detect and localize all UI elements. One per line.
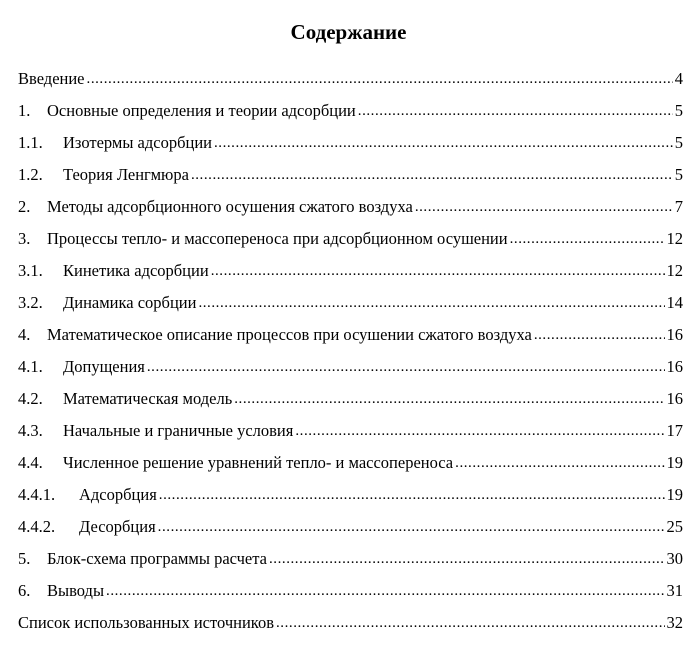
toc-entry[interactable]	[18, 98, 683, 130]
toc-entry[interactable]	[18, 514, 683, 546]
toc-dot-leader	[214, 129, 673, 156]
toc-entry-title[interactable]: Десорбция	[79, 517, 156, 536]
toc-entry[interactable]	[18, 546, 683, 578]
toc-entry-title[interactable]: Математическое описание процессов при осушении сжатого воздуха	[47, 325, 532, 344]
toc-entry-page-number[interactable]: 30	[666, 549, 683, 568]
toc-entry-number: 4.1.	[18, 357, 43, 376]
toc-entry-title[interactable]: Начальные и граничные условия	[63, 421, 294, 440]
toc-dot-leader	[455, 449, 664, 476]
toc-entry[interactable]	[18, 578, 683, 610]
toc-entry-title[interactable]: Список использованных источников	[18, 613, 274, 632]
toc-entry[interactable]	[18, 130, 683, 162]
toc-entry-page-number[interactable]: 12	[666, 261, 683, 280]
toc-entry-page-number[interactable]: 19	[666, 485, 683, 504]
toc-entry-title[interactable]: Введение	[18, 69, 85, 88]
toc-entry-page-number[interactable]: 14	[666, 293, 683, 312]
toc-entry-number: 1.1.	[18, 133, 43, 152]
toc-entry-page-number[interactable]: 25	[666, 517, 683, 536]
toc-dot-leader	[191, 161, 673, 188]
toc-dot-leader	[87, 65, 673, 92]
toc-dot-leader	[198, 289, 664, 316]
toc-dot-leader	[276, 609, 665, 636]
toc-entry-number: 4.3.	[18, 421, 43, 440]
toc-entry[interactable]	[18, 226, 683, 258]
toc-entry[interactable]	[18, 386, 683, 418]
toc-entry[interactable]	[18, 418, 683, 450]
table-of-contents	[18, 66, 683, 642]
toc-entry-number: 2.	[18, 197, 31, 216]
toc-dot-leader	[147, 353, 665, 380]
toc-entry-number: 3.1.	[18, 261, 43, 280]
toc-entry-page-number[interactable]: 4	[674, 69, 683, 88]
toc-entry[interactable]	[18, 450, 683, 482]
toc-entry-page-number[interactable]: 5	[674, 133, 683, 152]
toc-entry[interactable]	[18, 610, 683, 642]
toc-entry-title[interactable]: Блок-схема программы расчета	[47, 549, 267, 568]
toc-entry-number: 6.	[18, 581, 31, 600]
toc-entry-title[interactable]: Основные определения и теории адсорбции	[47, 101, 356, 120]
toc-dot-leader	[358, 97, 673, 124]
toc-entry[interactable]	[18, 482, 683, 514]
toc-entry-number: 4.2.	[18, 389, 43, 408]
toc-dot-leader	[415, 193, 673, 220]
toc-dot-leader	[159, 481, 665, 508]
toc-entry-title[interactable]: Допущения	[63, 357, 145, 376]
toc-entry[interactable]	[18, 290, 683, 322]
toc-dot-leader	[234, 385, 664, 412]
toc-entry-number: 3.	[18, 229, 31, 248]
toc-dot-leader	[295, 417, 664, 444]
toc-entry-title[interactable]: Процессы тепло- и массопереноса при адсорбционном осушении	[47, 229, 508, 248]
toc-entry-title[interactable]: Теория Ленгмюра	[63, 165, 189, 184]
toc-entry-number: 3.2.	[18, 293, 43, 312]
toc-entry-title[interactable]: Адсорбция	[79, 485, 157, 504]
page-title: Содержание	[290, 20, 407, 45]
toc-entry-page-number[interactable]: 19	[666, 453, 683, 472]
toc-entry-number: 1.	[18, 101, 31, 120]
toc-entry[interactable]	[18, 354, 683, 386]
toc-entry-number: 4.4.	[18, 453, 43, 472]
toc-entry-title[interactable]: Методы адсорбционного осушения сжатого воздуха	[47, 197, 413, 216]
toc-entry-page-number[interactable]: 16	[666, 325, 683, 344]
toc-entry-number: 4.4.1.	[18, 485, 56, 504]
toc-entry-title[interactable]: Изотермы адсорбции	[63, 133, 212, 152]
toc-dot-leader	[269, 545, 665, 572]
toc-entry-page-number[interactable]: 31	[666, 581, 683, 600]
toc-dot-leader	[534, 321, 665, 348]
toc-entry-number: 4.	[18, 325, 31, 344]
toc-entry-number: 4.4.2.	[18, 517, 56, 536]
toc-entry-title[interactable]: Выводы	[47, 581, 105, 600]
toc-entry[interactable]	[18, 162, 683, 194]
toc-entry[interactable]	[18, 322, 683, 354]
toc-entry-page-number[interactable]: 7	[674, 197, 683, 216]
toc-entry[interactable]	[18, 194, 683, 226]
toc-entry-page-number[interactable]: 17	[666, 421, 683, 440]
toc-entry-page-number[interactable]: 5	[674, 165, 683, 184]
toc-entry-page-number[interactable]: 16	[666, 357, 683, 376]
toc-entry-title[interactable]: Численное решение уравнений тепло- и массопереноса	[63, 453, 454, 472]
toc-dot-leader	[510, 225, 665, 252]
toc-entry-title[interactable]: Динамика сорбции	[63, 293, 197, 312]
toc-entry[interactable]	[18, 258, 683, 290]
toc-dot-leader	[211, 257, 665, 284]
toc-entry-title[interactable]: Математическая модель	[63, 389, 233, 408]
toc-entry-page-number[interactable]: 16	[666, 389, 683, 408]
toc-dot-leader	[158, 513, 665, 540]
toc-entry-number: 1.2.	[18, 165, 43, 184]
toc-dot-leader	[106, 577, 664, 604]
toc-entry-page-number[interactable]: 5	[674, 101, 683, 120]
toc-entry[interactable]	[18, 66, 683, 98]
toc-entry-page-number[interactable]: 12	[666, 229, 683, 248]
toc-entry-page-number[interactable]: 32	[666, 613, 683, 632]
toc-entry-title[interactable]: Кинетика адсорбции	[63, 261, 209, 280]
toc-entry-number: 5.	[18, 549, 31, 568]
